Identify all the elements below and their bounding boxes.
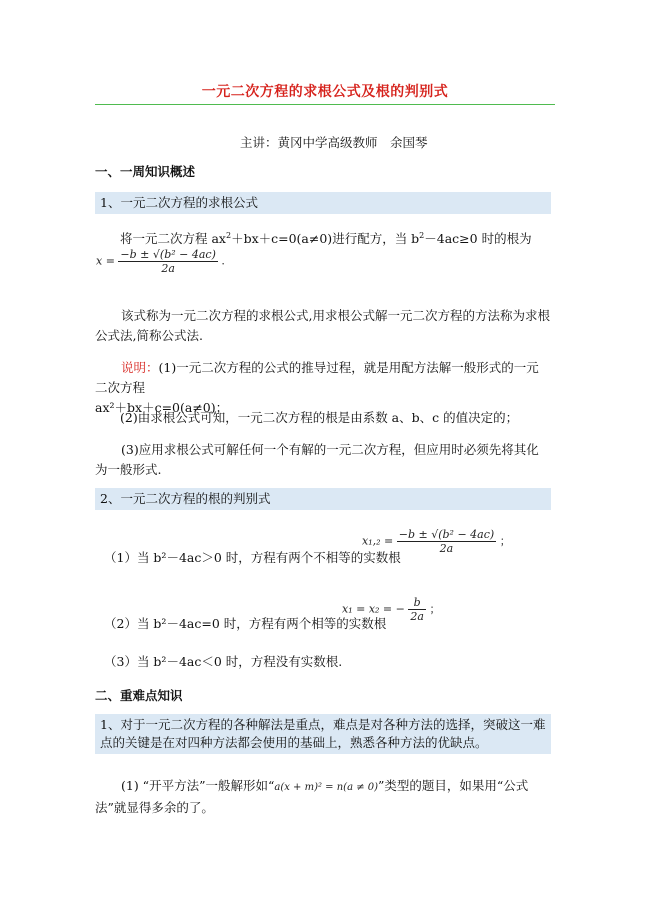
case-2-formula	[342, 596, 440, 623]
note1-text-a: (1)一元二次方程的公式的推导过程，就是用配方法解一般形式的一元二次方程	[95, 360, 539, 395]
case2-end: ；	[429, 602, 441, 616]
case2-lhs: x₁ = x₂ = −	[342, 602, 405, 616]
quadratic-formula	[96, 248, 225, 275]
section2-paragraph-1	[95, 776, 551, 818]
note-3: (3)应用求根公式可解任何一个有解的一元二次方程，但应用时必须先将其化为一般形式.	[95, 442, 539, 477]
section1-sub2-band: 2、一元二次方程的根的判别式	[95, 488, 551, 510]
case2-numerator: b	[408, 596, 426, 610]
p1-text-b: ”类型的题目，如果用“公式法”就显得多余的了。	[95, 778, 529, 815]
case1-fraction	[397, 528, 496, 555]
section1-heading: 一、一周知识概述	[95, 164, 196, 179]
intro-c: －4ac≥0 时的根为	[424, 231, 532, 247]
section2-band: 1、对于一元二次方程的各种解法是重点，难点是对各种方法的选择，突破这一难点的关键是在对四种方法都会使用的基础上，熟悉各种方法的优缺点。	[95, 714, 551, 754]
definition-paragraph: 该式称为一元二次方程的求根公式,用求根公式解一元二次方程的方法称为求根公式法,简称公式法.	[95, 308, 550, 343]
formula-end: .	[221, 254, 225, 268]
intro-a: 将一元二次方程 ax	[120, 231, 226, 247]
case-1-formula	[362, 528, 511, 555]
case2-fraction	[408, 596, 426, 623]
doc-title: 一元二次方程的求根公式及根的判别式	[201, 84, 449, 100]
formula-denominator: 2a	[161, 262, 175, 275]
formula-numerator: −b ± √(b² − 4ac)	[120, 248, 216, 261]
case1-end: ；	[499, 534, 511, 548]
intro-b: ＋bx＋c=0(a≠0)进行配方，当 b	[231, 231, 420, 247]
note-2: (2)由求根公式可知，一元二次方程的根是由系数 a、b、c 的值决定的；	[120, 410, 519, 425]
note-label: 说明：	[121, 360, 159, 375]
section2-heading: 二、重难点知识	[95, 688, 183, 703]
case1-numerator: −b ± √(b² − 4ac)	[398, 528, 495, 541]
case1-lhs: x₁,₂ =	[362, 534, 394, 548]
p1-text-a: (1) “开平方法”一般解形如“	[121, 778, 275, 793]
p1-formula: a(x + m)² = n(a ≠ 0)	[274, 782, 379, 793]
section1-sub1-band: 1、一元二次方程的求根公式	[95, 192, 551, 214]
intro-line: 将一元二次方程 $ax^2+bx+c=0(a\ne 0)$进行配方，当 $b^2-4ac\ge 0$ 时的根为	[120, 231, 532, 247]
title-divider	[95, 104, 555, 105]
formula-fraction	[118, 248, 217, 275]
note1-text-b: ax²＋bx＋c=0(a≠0)；	[95, 400, 229, 415]
case-2-text: （2）当 b²－4ac=0 时，方程有两个相等的实数根	[104, 616, 387, 631]
case-1-text: （1）当 b²－4ac＞0 时，方程有两个不相等的实数根	[104, 550, 401, 565]
case-3-text: （3）当 b²－4ac＜0 时，方程没有实数根.	[104, 654, 343, 669]
byline: 主讲：黄冈中学高级教师 余国琴	[240, 135, 428, 150]
case2-denominator: 2a	[410, 610, 424, 623]
case1-denominator: 2a	[439, 542, 454, 555]
formula-lhs: x =	[96, 254, 115, 268]
